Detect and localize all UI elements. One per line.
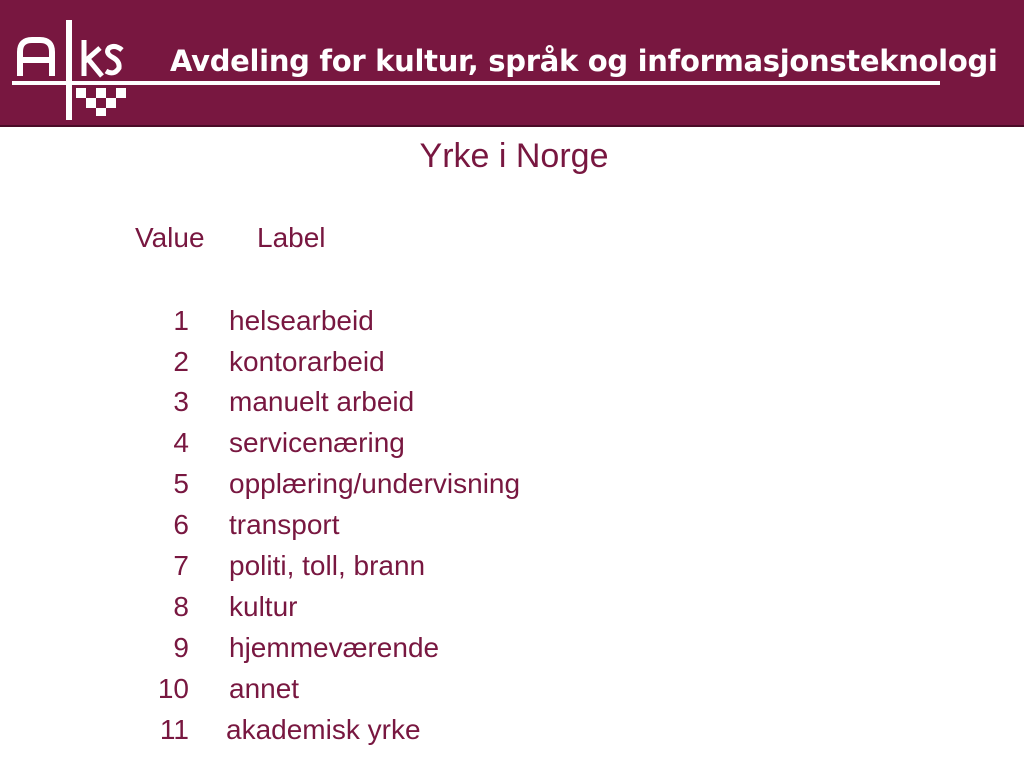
item-value: 9 [173,632,189,663]
header-rule [12,81,940,85]
item-value: 8 [173,591,189,622]
item-value: 1 [173,305,189,336]
page-title: Yrke i Norge [419,137,609,175]
item-value: 4 [173,427,189,458]
item-label: transport [229,509,340,540]
item-value: 3 [173,386,189,417]
item-label: opplæring/undervisning [229,468,521,499]
item-label: politi, toll, brann [229,550,426,581]
item-value: 7 [173,550,189,581]
item-value: 6 [173,509,189,540]
item-value: 2 [173,346,189,377]
department-tagline: Avdeling for kultur, språk og informasjonsteknologi [170,44,998,78]
item-value: 5 [173,468,189,499]
item-label: manuelt arbeid [229,386,415,417]
item-label: akademisk yrke [226,714,421,745]
aksis-logo [10,18,150,124]
item-label: hjemmeværende [229,632,440,663]
item-label: helsearbeid [229,305,374,336]
item-label: kontorarbeid [229,346,385,377]
header-banner [0,0,1024,127]
column-header-value: Value [135,222,205,253]
item-label: servicenæring [229,427,405,458]
item-label: kultur [229,591,298,622]
item-value: 10 [157,673,189,704]
item-value: 11 [159,714,189,745]
column-header-label: Label [257,222,326,253]
item-label: annet [229,673,300,704]
